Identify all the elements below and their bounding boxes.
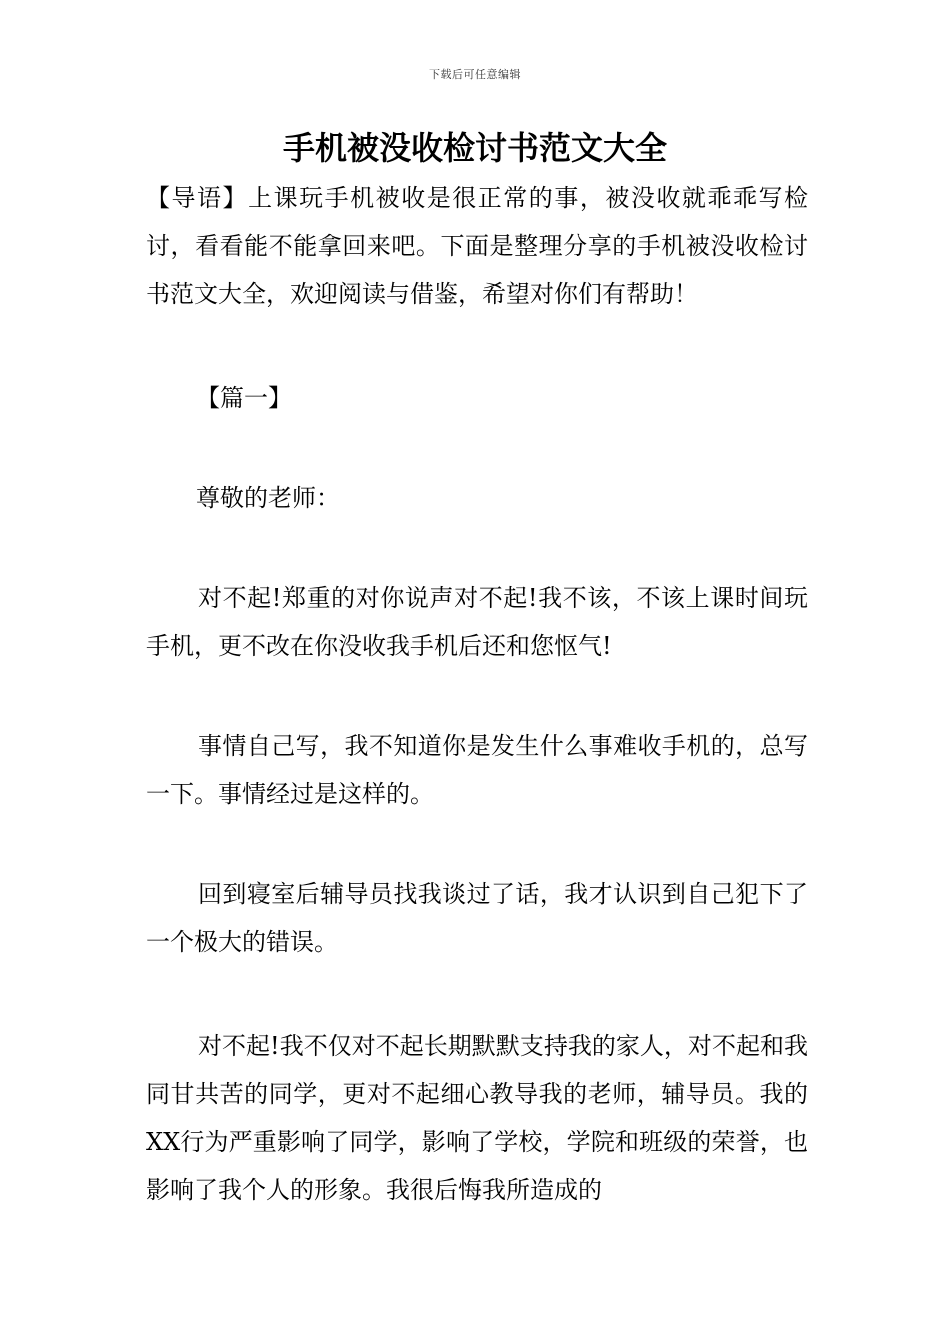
document-title: 手机被没收检讨书范文大全: [282, 129, 667, 167]
body-paragraph-4: 对不起!我不仅对不起长期默默支持我的家人，对不起和我同甘共苦的同学，更对不起细心教导我的老师，辅导员。我的XX行为严重影响了同学，影响了学校，学院和班级的荣誉，也影响了我个人的形象。我很后悔我所造成的: [146, 1032, 808, 1204]
section-heading: 【篇一】: [196, 384, 292, 412]
body-paragraph-2: 事情自己写，我不知道你是发生什么事难收手机的，总写一下。事情经过是这样的。: [146, 732, 808, 808]
salutation: 尊敬的老师：: [196, 484, 340, 512]
intro-paragraph: 【导语】上课玩手机被收是很正常的事，被没收就乖乖写检讨，看看能不能拿回来吧。下面是整理分享的手机被没收检讨书范文大全，欢迎阅读与借鉴，希望对你们有帮助！: [146, 184, 808, 308]
header-note: 下载后可任意编辑: [429, 68, 521, 81]
body-paragraph-3: 回到寝室后辅导员找我谈过了话，我才认识到自己犯下了一个极大的错误。: [146, 880, 808, 956]
body-paragraph-1: 对不起!郑重的对你说声对不起!我不该，不该上课时间玩手机，更不改在你没收我手机后还和您怄气!: [146, 584, 808, 660]
